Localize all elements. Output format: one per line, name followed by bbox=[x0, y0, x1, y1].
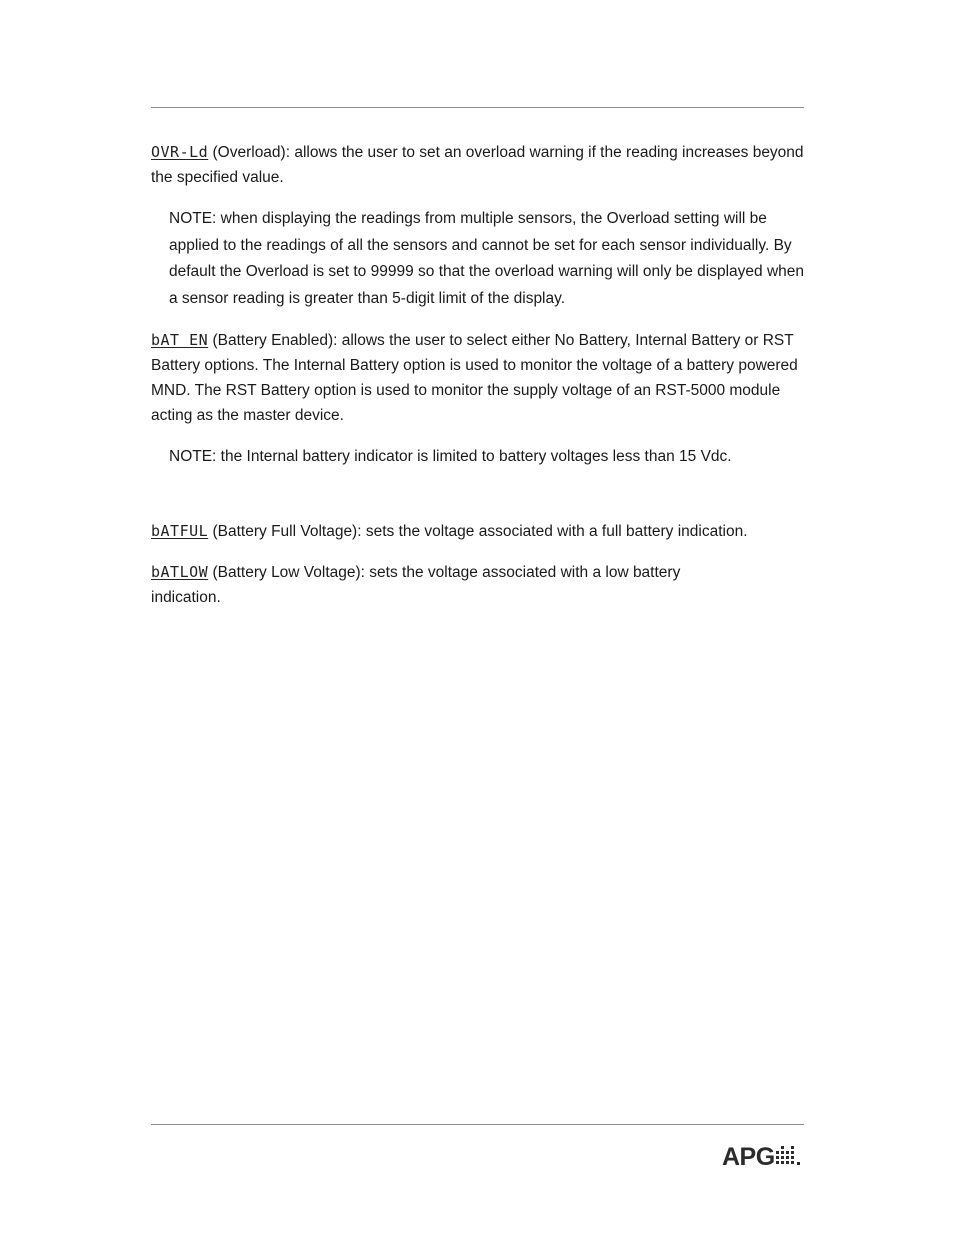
overload-code: OVR-Ld bbox=[151, 143, 209, 161]
battery-full-description: (Battery Full Voltage): sets the voltage associated with a full battery indication. bbox=[208, 522, 748, 540]
battery-enabled-paragraph bbox=[151, 328, 811, 428]
battery-full-code: bATFUL bbox=[151, 521, 209, 540]
battery-enabled-note: NOTE: the Internal battery indicator is limited to battery voltages less than 15 Vdc. bbox=[169, 448, 732, 465]
header-rule bbox=[151, 107, 804, 108]
overload-note: NOTE: when displaying the readings from multiple sensors, the Overload setting will be applied to the readings of all the sensors and cannot be set for each sensor individually. By default the Overload is set to 99999 so that the overload warning will only be displayed when a sensor reading is greater than 5-digit limit of the display. bbox=[169, 210, 805, 307]
battery-enabled-code: bAT EN bbox=[151, 331, 209, 349]
overload-paragraph bbox=[151, 140, 811, 190]
battery-full-paragraph bbox=[151, 519, 811, 544]
battery-low-code: bATLOW bbox=[151, 562, 209, 581]
apg-logo-mark-icon bbox=[776, 1145, 802, 1167]
battery-enabled-description: (Battery Enabled): allows the user to select either No Battery, Internal Battery or RST Battery options. The Internal Battery option is used to monitor the voltage of a battery powered MND. The RST Battery option is used to monitor the supply voltage of an RST-5000 module acting as the master device. bbox=[151, 332, 798, 424]
document-body bbox=[151, 140, 811, 626]
footer-rule bbox=[151, 1124, 804, 1125]
apg-logo-text: APG bbox=[722, 1143, 775, 1171]
battery-low-paragraph bbox=[151, 560, 751, 610]
apg-logo bbox=[722, 1141, 802, 1171]
battery-low-description: (Battery Low Voltage): sets the voltage associated with a low battery indication. bbox=[151, 563, 681, 606]
overload-description: (Overload): allows the user to set an overload warning if the reading increases beyond the specified value. bbox=[151, 144, 804, 186]
